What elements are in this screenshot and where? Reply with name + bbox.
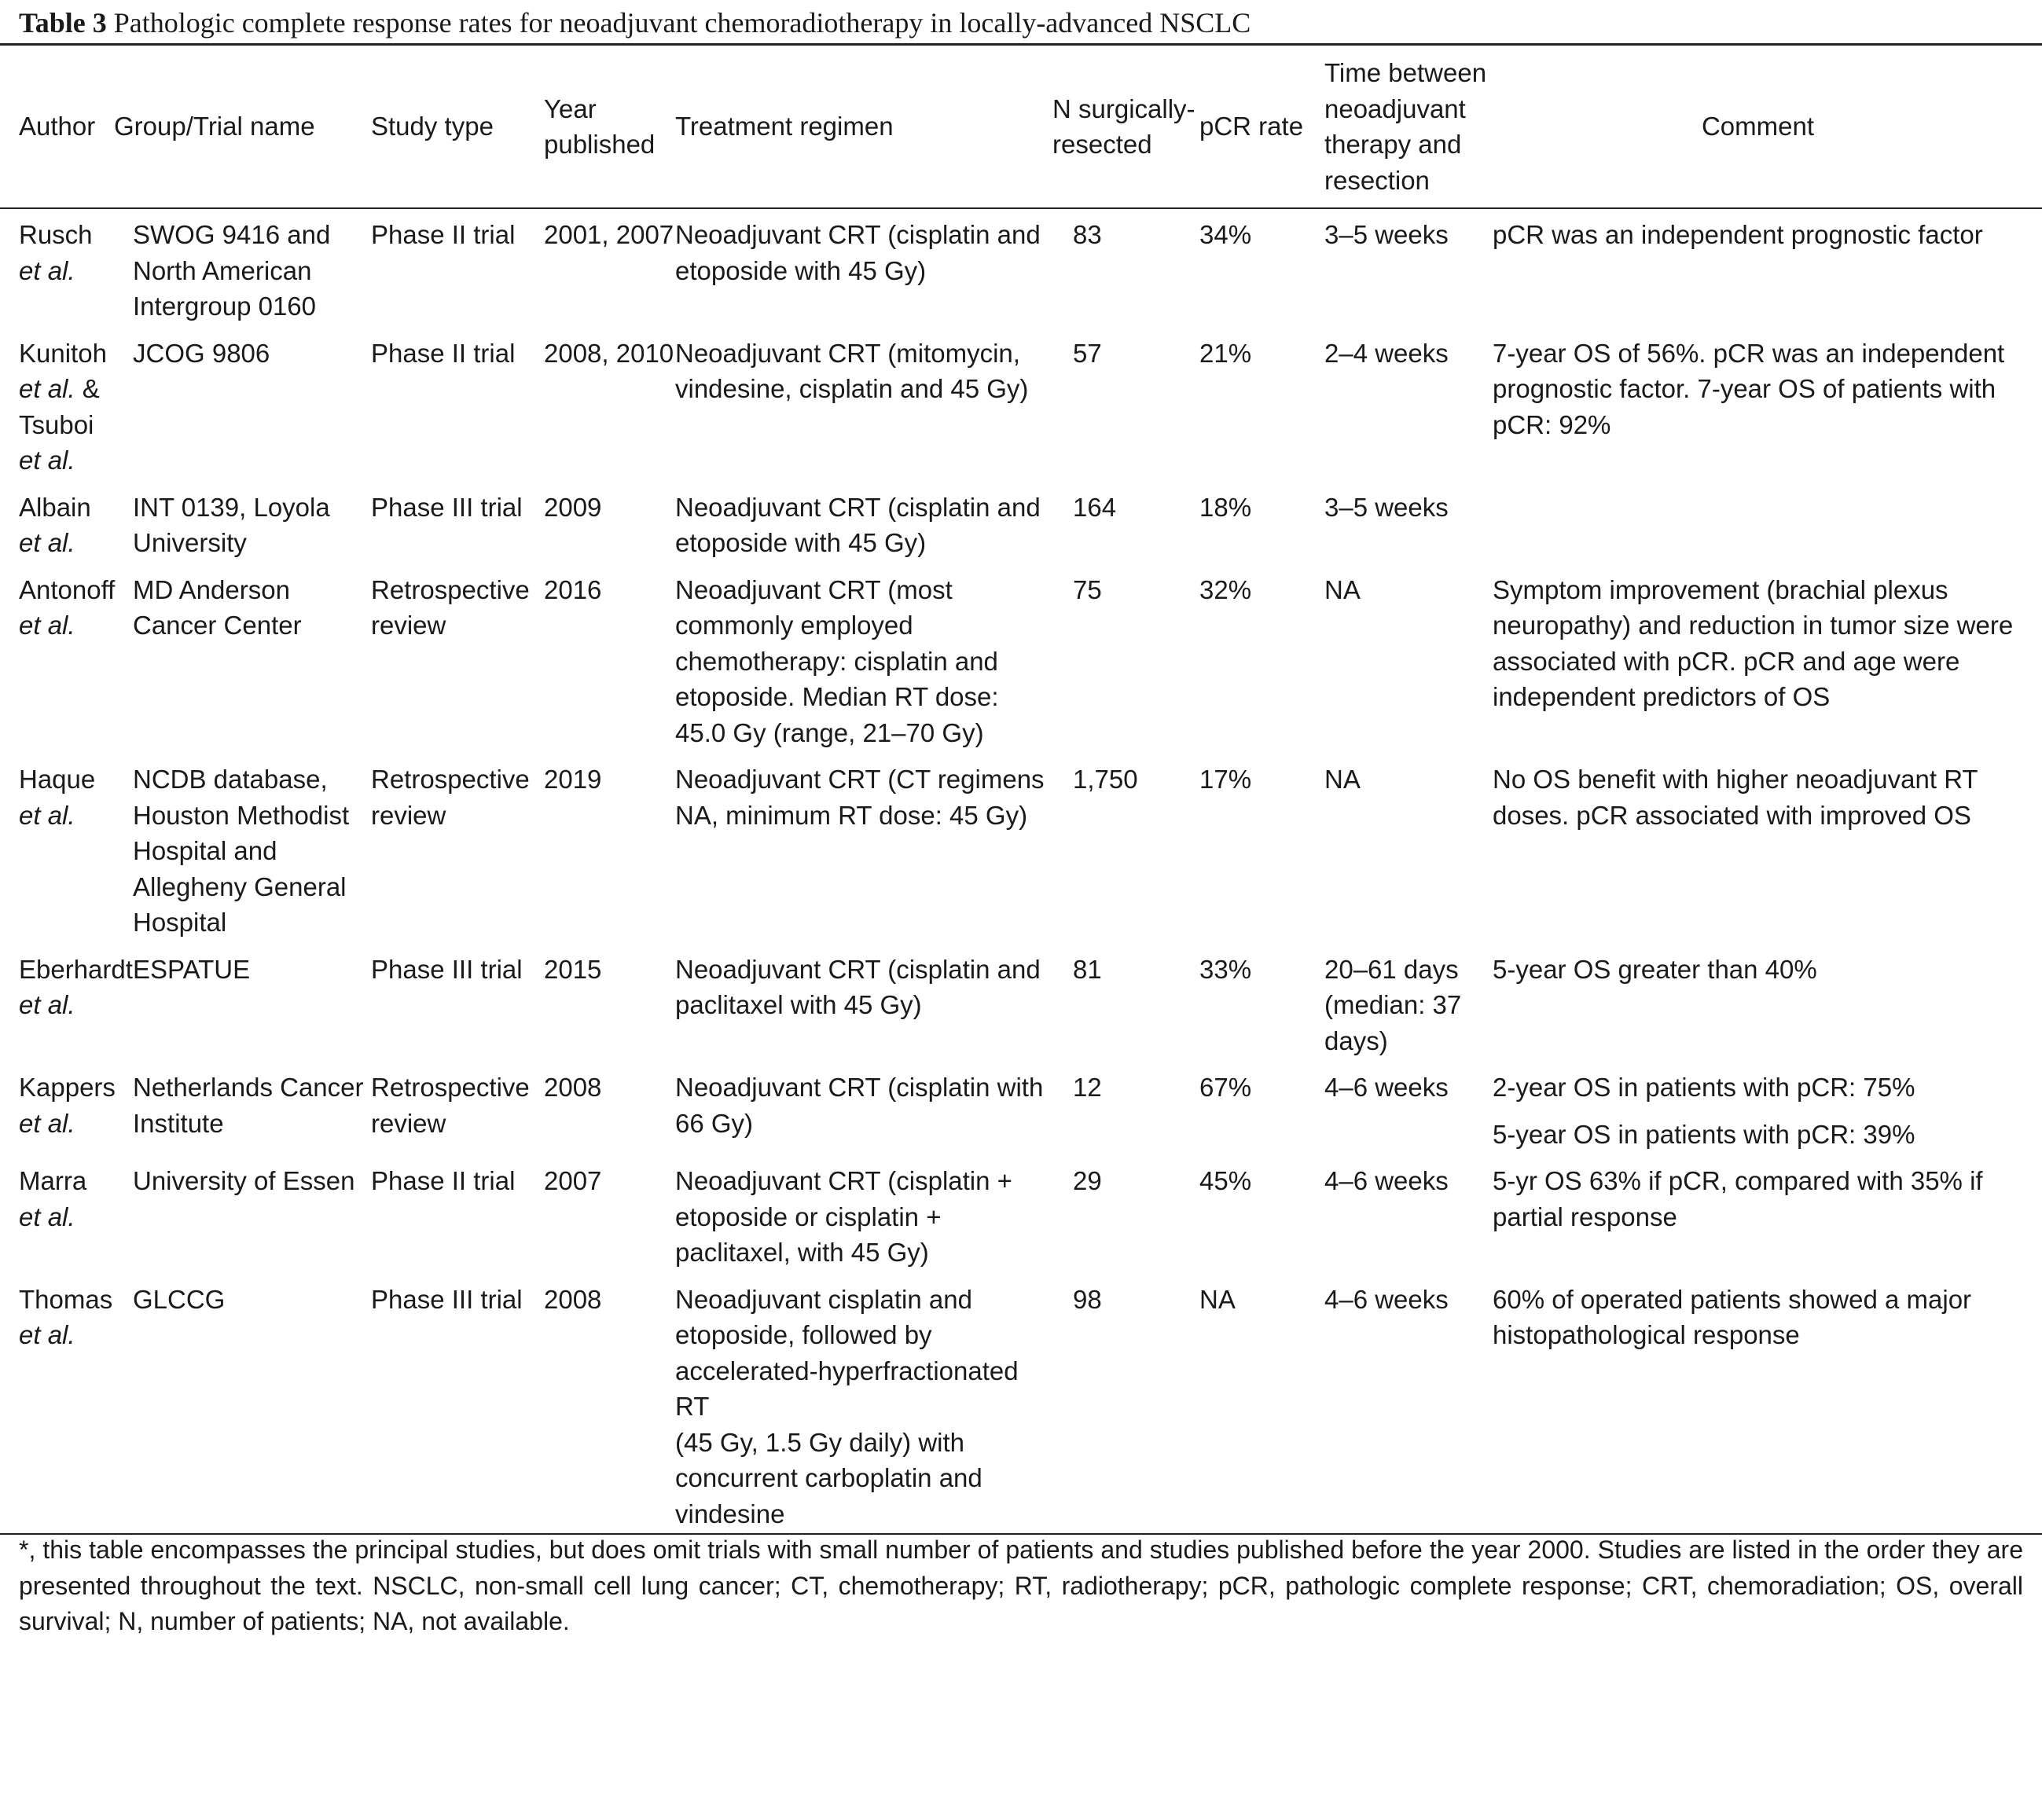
cell-comment: 60% of operated patients showed a major histopathological response: [1493, 1284, 1972, 1349]
cell-study-type: Retrospective review: [371, 574, 530, 640]
cell-regimen: Neoadjuvant CRT (cisplatin and etoposide with 45 Gy): [675, 492, 1041, 557]
author-name: Eberhardt: [19, 954, 133, 984]
cell-n: 81: [1073, 954, 1102, 984]
cell-author: [0, 761, 114, 952]
table-caption-text: Pathologic complete response rates for neoadjuvant chemoradiotherapy in locally-advanced NSCLC: [113, 7, 1251, 39]
regimen-line: Neoadjuvant cisplatin and etoposide, followed by accelerated-hyperfractionated RT: [675, 1284, 1019, 1421]
cell-time: 3–5 weeks: [1324, 220, 1449, 249]
table-row: [0, 336, 2042, 490]
table-row: [0, 490, 2042, 572]
cell-time: 3–5 weeks: [1324, 492, 1449, 522]
cell-group: ESPATUE: [133, 954, 251, 984]
header-author: Author: [19, 112, 96, 141]
cell-group: GLCCG: [133, 1284, 226, 1314]
cell-time: NA: [1324, 574, 1361, 604]
cell-n: 29: [1073, 1166, 1102, 1195]
cell-comment: [1493, 490, 2042, 572]
cell-author: [0, 1163, 114, 1282]
cell-pcr: NA: [1199, 1284, 1236, 1314]
cell-n: 83: [1073, 220, 1102, 249]
cell-pcr: 67%: [1199, 1073, 1252, 1102]
table-row: [0, 572, 2042, 762]
table-row: [0, 1070, 2042, 1163]
cell-year: 2008, 2010: [544, 338, 674, 368]
author-etal: et al.: [19, 1320, 75, 1349]
author-second: & Tsuboi: [19, 374, 100, 439]
cell-study-type: Retrospective review: [371, 1073, 530, 1138]
author-etal: et al.: [19, 611, 75, 640]
table-row: [0, 208, 2042, 336]
author-etal: et al.: [19, 374, 75, 403]
cell-study-type: Phase II trial: [371, 338, 516, 368]
cell-regimen: Neoadjuvant CRT (cisplatin and paclitaxel with 45 Gy): [675, 954, 1041, 1019]
cell-study-type: Phase II trial: [371, 220, 516, 249]
cell-study-type: Phase III trial: [371, 492, 523, 522]
cell-group: Netherlands Cancer Institute: [133, 1073, 364, 1138]
cell-group: NCDB database, Houston Methodist Hospital and Allegheny General Hospital: [133, 765, 350, 937]
cell-author: [0, 1070, 114, 1163]
cell-author: [0, 208, 114, 336]
cell-time: 4–6 weeks: [1324, 1284, 1449, 1314]
table-row: [0, 1163, 2042, 1282]
cell-n: 12: [1073, 1073, 1102, 1102]
table-row: [0, 952, 2042, 1070]
author-name: Rusch: [19, 220, 93, 249]
cell-study-type: Phase II trial: [371, 1166, 516, 1195]
cell-author: [0, 1282, 114, 1535]
cell-time: 4–6 weeks: [1324, 1073, 1449, 1102]
cell-year: 2008: [544, 1073, 602, 1102]
author-etal: et al.: [19, 800, 75, 830]
cell-regimen: [675, 1282, 1052, 1535]
cell-study-type: Phase III trial: [371, 1284, 523, 1314]
cell-group: MD Anderson Cancer Center: [133, 574, 302, 640]
table-caption: [19, 5, 1251, 41]
header-time: Time between neoadjuvant therapy and resection: [1324, 58, 1487, 195]
comment-line: 2-year OS in patients with pCR: 75%: [1493, 1073, 1915, 1102]
cell-author: [0, 336, 114, 490]
author-etal-second: et al.: [19, 446, 75, 475]
cell-group: University of Essen: [133, 1166, 355, 1195]
cell-regimen: Neoadjuvant CRT (most commonly employed chemotherapy: cisplatin and etoposide. Median RT dose: 45.0 Gy (range, 21–70 Gy): [675, 574, 999, 747]
author-etal: et al.: [19, 1202, 75, 1231]
cell-author: [0, 490, 114, 572]
table-row: [0, 1282, 2042, 1535]
results-table: [0, 43, 2042, 1535]
cell-comment: Symptom improvement (brachial plexus neuropathy) and reduction in tumor size were associated with pCR. pCR and age were independent predictors of OS: [1493, 574, 2014, 711]
author-name: Kappers: [19, 1073, 116, 1102]
cell-group: JCOG 9806: [133, 338, 270, 368]
comment-line-second: 5-year OS in patients with pCR: 39%: [1493, 1119, 1915, 1149]
cell-regimen: Neoadjuvant CRT (mitomycin, vindesine, cisplatin and 45 Gy): [675, 338, 1029, 403]
cell-n: 1,750: [1073, 765, 1138, 794]
cell-author: [0, 572, 114, 762]
cell-comment: [1493, 1070, 2042, 1163]
cell-comment: 5-year OS greater than 40%: [1493, 954, 1817, 984]
cell-year: 2015: [544, 954, 602, 984]
cell-n: 57: [1073, 338, 1102, 368]
header-n: N surgically-resected: [1052, 94, 1195, 159]
cell-pcr: 18%: [1199, 492, 1252, 522]
cell-pcr: 32%: [1199, 574, 1252, 604]
cell-group: INT 0139, Loyola University: [133, 492, 330, 557]
table-header: [0, 45, 2042, 209]
cell-pcr: 34%: [1199, 220, 1252, 249]
header-pcr: pCR rate: [1199, 112, 1304, 141]
cell-regimen: Neoadjuvant CRT (CT regimens NA, minimum RT dose: 45 Gy): [675, 765, 1045, 830]
table-body: [0, 208, 2042, 1534]
cell-pcr: 17%: [1199, 765, 1252, 794]
cell-regimen: Neoadjuvant CRT (cisplatin and etoposide with 45 Gy): [675, 220, 1041, 285]
cell-regimen: Neoadjuvant CRT (cisplatin + etoposide or cisplatin + paclitaxel, with 45 Gy): [675, 1166, 1012, 1267]
cell-study-type: Phase III trial: [371, 954, 523, 984]
cell-comment: pCR was an independent prognostic factor: [1493, 220, 1983, 249]
cell-comment: 5-yr OS 63% if pCR, compared with 35% if partial response: [1493, 1166, 1983, 1231]
author-etal: et al.: [19, 528, 75, 557]
header-group: Group/Trial name: [114, 112, 315, 141]
table-container: [0, 43, 2042, 1535]
author-name: Antonoff: [19, 574, 116, 604]
cell-n: 98: [1073, 1284, 1102, 1314]
cell-pcr: 45%: [1199, 1166, 1252, 1195]
cell-pcr: 33%: [1199, 954, 1252, 984]
cell-group: SWOG 9416 and North American Intergroup 0160: [133, 220, 331, 321]
cell-year: 2007: [544, 1166, 602, 1195]
cell-study-type: Retrospective review: [371, 765, 530, 830]
author-name: Marra: [19, 1166, 87, 1195]
table-caption-label: Table 3: [19, 7, 107, 39]
cell-time: 20–61 days (median: 37 days): [1324, 954, 1462, 1055]
cell-regimen: Neoadjuvant CRT (cisplatin with 66 Gy): [675, 1073, 1044, 1138]
cell-author: [0, 952, 133, 1070]
cell-year: 2008: [544, 1284, 602, 1314]
regimen-line: (45 Gy, 1.5 Gy daily) with concurrent carboplatin and vindesine: [675, 1427, 982, 1528]
author-etal: et al.: [19, 990, 75, 1019]
cell-year: 2016: [544, 574, 602, 604]
cell-year: 2019: [544, 765, 602, 794]
cell-comment: No OS benefit with higher neoadjuvant RT doses. pCR associated with improved OS: [1493, 765, 1978, 830]
cell-time: NA: [1324, 765, 1361, 794]
header-regimen: Treatment regimen: [675, 112, 894, 141]
cell-time: 2–4 weeks: [1324, 338, 1449, 368]
cell-n: 164: [1073, 492, 1117, 522]
header-row: [0, 45, 2042, 209]
author-name: Haque: [19, 765, 96, 794]
author-name: Albain: [19, 492, 91, 522]
cell-year: 2009: [544, 492, 602, 522]
cell-time: 4–6 weeks: [1324, 1166, 1449, 1195]
author-name: Thomas: [19, 1284, 113, 1314]
table-footnote: *, this table encompasses the principal studies, but does omit trials with small number of patients and studies published before the year 2000. Studies are listed in the order they are presented throughout the text. NSCLC, non-small cell lung cancer; CT, chemotherapy; RT, radiotherapy; pCR, pathologic complete response; CRT, chemoradiation; OS, overall survival; N, number of patients; NA, not available.: [19, 1536, 2023, 1635]
header-comment: Comment: [1701, 112, 1815, 141]
table-row: [0, 761, 2042, 952]
cell-pcr: 21%: [1199, 338, 1252, 368]
author-etal: et al.: [19, 255, 75, 285]
header-year: Year published: [544, 94, 656, 159]
cell-year: 2001, 2007: [544, 220, 674, 249]
cell-n: 75: [1073, 574, 1102, 604]
author-etal: et al.: [19, 1108, 75, 1138]
cell-comment: 7-year OS of 56%. pCR was an independent prognostic factor. 7-year OS of patients with pCR: 92%: [1493, 338, 2005, 439]
header-study-type: Study type: [371, 112, 494, 141]
author-name: Kunitoh: [19, 338, 107, 368]
